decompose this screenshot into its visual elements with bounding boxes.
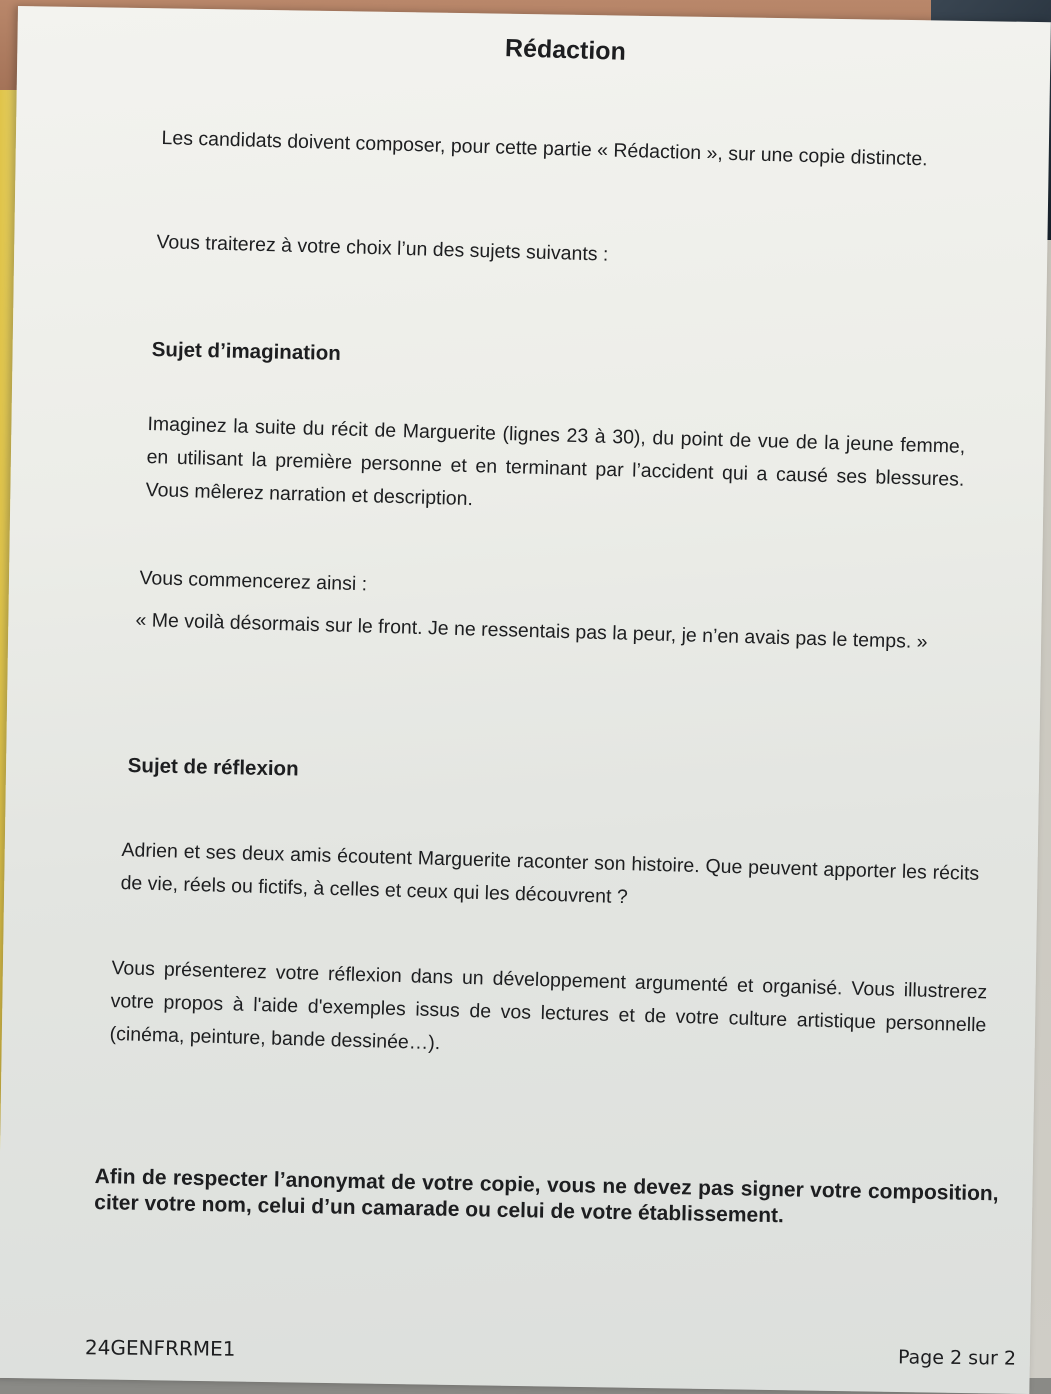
exam-code: 24GENFRRME1 xyxy=(84,1335,236,1361)
imagination-prompt: Imaginez la suite du récit de Marguerite (lignes 23 à 30), du point de vue de la jeune femme, en utilisant la première personne et en terminant par l’accident qui a causé ses blessures. Vous mêlerez narration et description. xyxy=(145,412,966,511)
opening-quote: « Me voilà désormais sur le front. Je ne ressentais pas la peur, je n’en avais pas le temps. » xyxy=(135,608,928,654)
reflection-instructions: Vous présenterez votre réflexion dans un développement argumenté et organisé. Vous illustrerez votre propos à l'aide d'exemples issus de vos lectures et de votre culture artistique personnelle (cinéma, peinture, bande dessinée…). xyxy=(109,956,988,1055)
imagination-heading: Sujet d’imagination xyxy=(151,338,342,365)
page-title: Rédaction xyxy=(504,34,627,66)
page-number: Page 2 sur 2 xyxy=(897,1346,1017,1370)
choice-instruction: Vous traiterez à votre choix l’un des sujets suivants : xyxy=(156,230,609,266)
anonymity-notice: Afin de respecter l’anonymat de votre copie, vous ne devez pas signer votre composition, citer votre nom, celui d’un camarade ou celui de votre établissement. xyxy=(94,1164,999,1228)
reflection-heading: Sujet de réflexion xyxy=(127,754,299,781)
intro-instruction: Les candidats doivent composer, pour cette partie « Rédaction », sur une copie distincte. xyxy=(161,126,928,171)
start-label: Vous commencerez ainsi : xyxy=(139,566,368,596)
reflection-prompt: Adrien et ses deux amis écoutent Marguerite raconter son histoire. Que peuvent apporter les récits de vie, réels ou fictifs, à celles et ceux qui les découvrent ? xyxy=(120,838,980,909)
